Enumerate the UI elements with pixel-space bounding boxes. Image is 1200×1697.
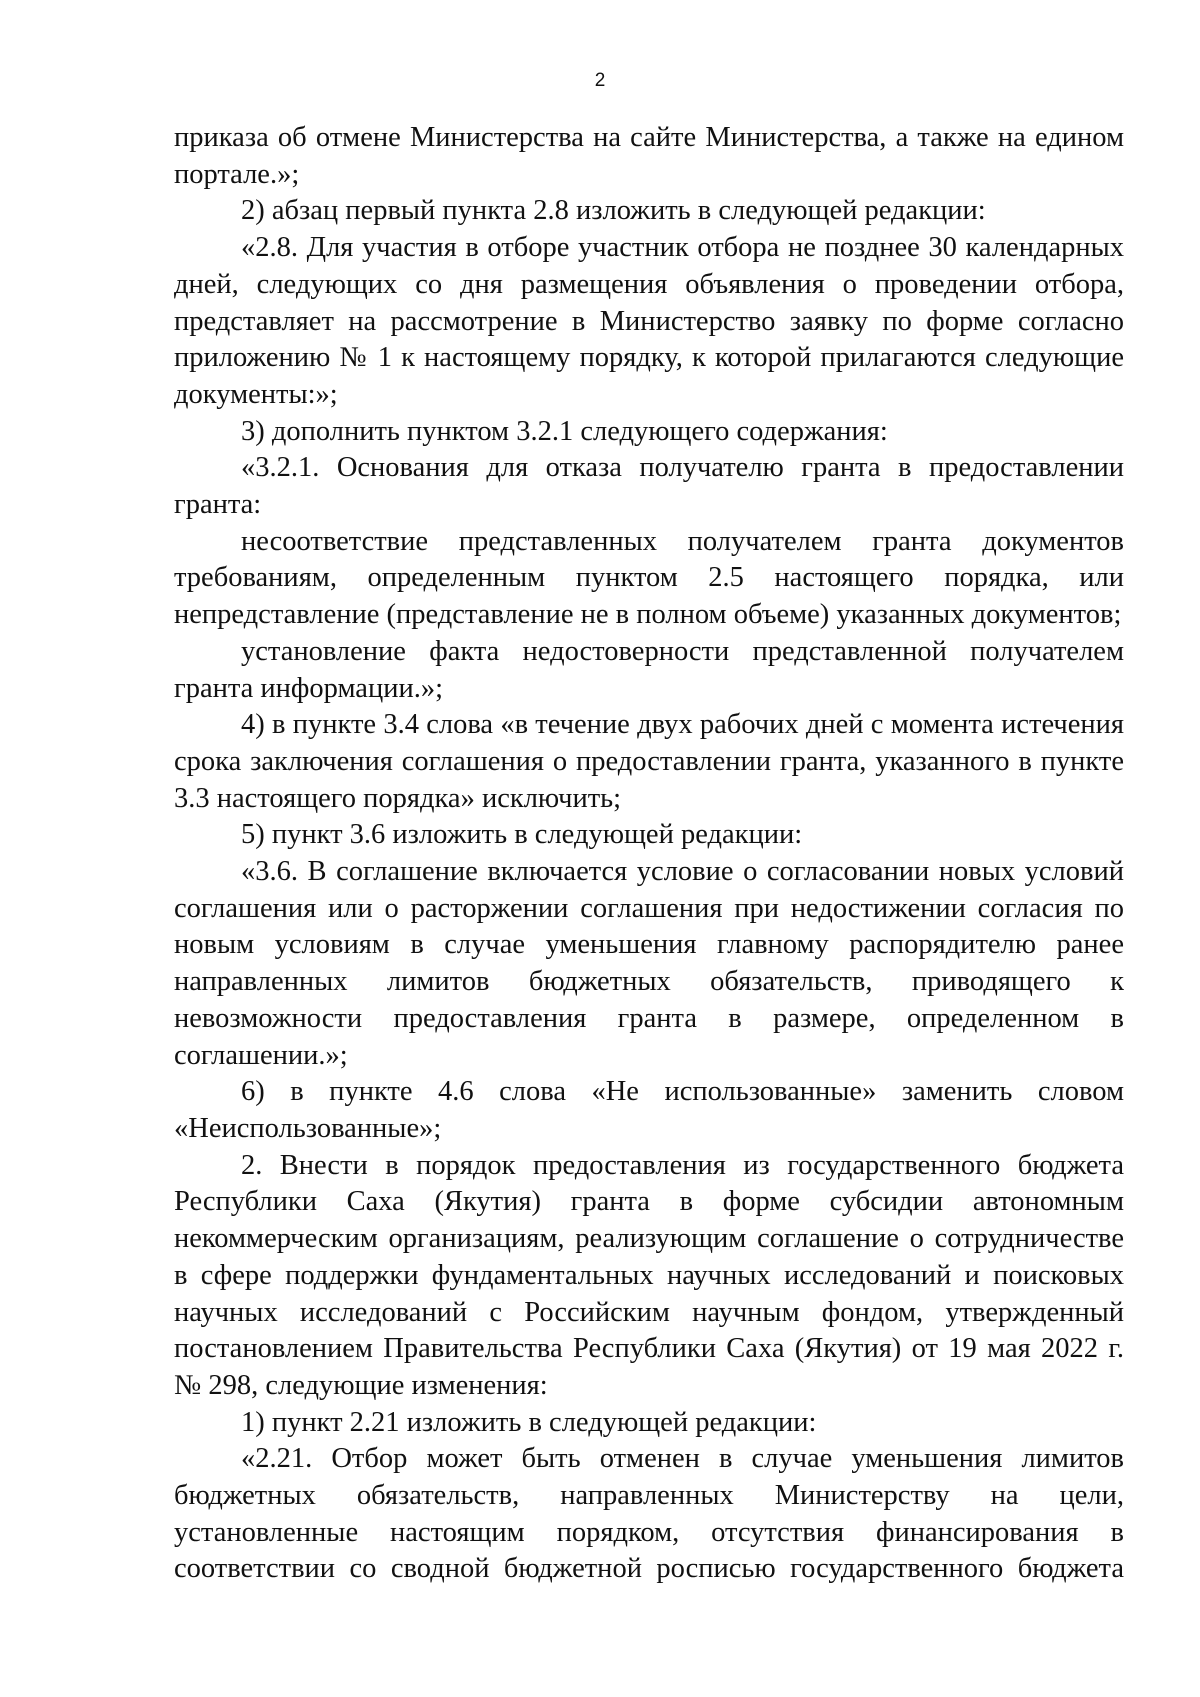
paragraph-item-1: 1) пункт 2.21 изложить в следующей редакции:	[241, 1406, 817, 1438]
paragraph-item-5: 5) пункт 3.6 изложить в следующей редакции:	[241, 819, 803, 851]
paragraph-clause-3-2-1: «3.2.1. Основания для отказа получателю гранта в предоставлении гранта:	[174, 452, 1124, 521]
paragraph-item-4: 4) в пункте 3.4 слова «в течение двух рабочих дней с момента истечения срока заключения соглашения о предоставлении гранта, указанного в пункте 3.3 настоящего порядка» исключить;	[174, 709, 1124, 814]
paragraph-continuation: приказа об отмене Министерства на сайте Министерства, а также на едином портале.»;	[174, 122, 1124, 190]
paragraph-item-6: 6) в пункте 4.6 слова «Не использованные» заменить словом «Неиспользованные»;	[174, 1076, 1124, 1144]
paragraph-item-3: 3) дополнить пунктом 3.2.1 следующего содержания:	[241, 415, 888, 447]
paragraph-clause-2-21: «2.21. Отбор может быть отменен в случае уменьшения лимитов бюджетных обязательств, направленных Министерству на цели, установленные настоящим порядком, отсутствия финансирования в соответствии со сводной бюджетной росписью государственного бюджета	[174, 1443, 1124, 1585]
document-body	[174, 120, 1124, 1588]
paragraph-clause-2-8: «2.8. Для участия в отборе участник отбора не позднее 30 календарных дней, следующих со дня размещения объявления о проведении отбора, представляет на рассмотрение в Министерство заявку по форме согласно приложению № 1 к настоящему порядку, к которой прилагаются следующие документы:»;	[174, 232, 1124, 410]
paragraph-item-2: 2) абзац первый пункта 2.8 изложить в следующей редакции:	[241, 195, 986, 227]
paragraph-grounds-unreliability: установление факта недостоверности представленной получателем гранта информации.»;	[174, 635, 1124, 704]
paragraph-clause-3-6: «3.6. В соглашение включается условие о согласовании новых условий соглашения или о расторжении соглашения при недостижении согласия по новым условиям в случае уменьшения главному распорядителю ранее направленных лимитов бюджетных обязательств, приводящего к невозможности предоставления гранта в размере, определенном в соглашении.»;	[174, 856, 1124, 1071]
paragraph-section-2: 2. Внести в порядок предоставления из государственного бюджета Республики Саха (Якутия) гранта в форме субсидии автономным некоммерческим организациям, реализующим соглашение о сотрудничестве в сфере поддержки фундаментальных научных исследований и поисковых научных исследований с Российским научным фондом, утвержденный постановлением Правительства Республики Саха (Якутия) от 19 мая 2022 г. № 298, следующие изменения:	[174, 1149, 1124, 1401]
page-number: 2	[594, 70, 606, 91]
paragraph-grounds-noncompliance: несоответствие представленных получателем гранта документов требованиям, определенным пунктом 2.5 настоящего порядка, или непредставление (представление не в полном объеме) указанных документов;	[174, 525, 1124, 631]
